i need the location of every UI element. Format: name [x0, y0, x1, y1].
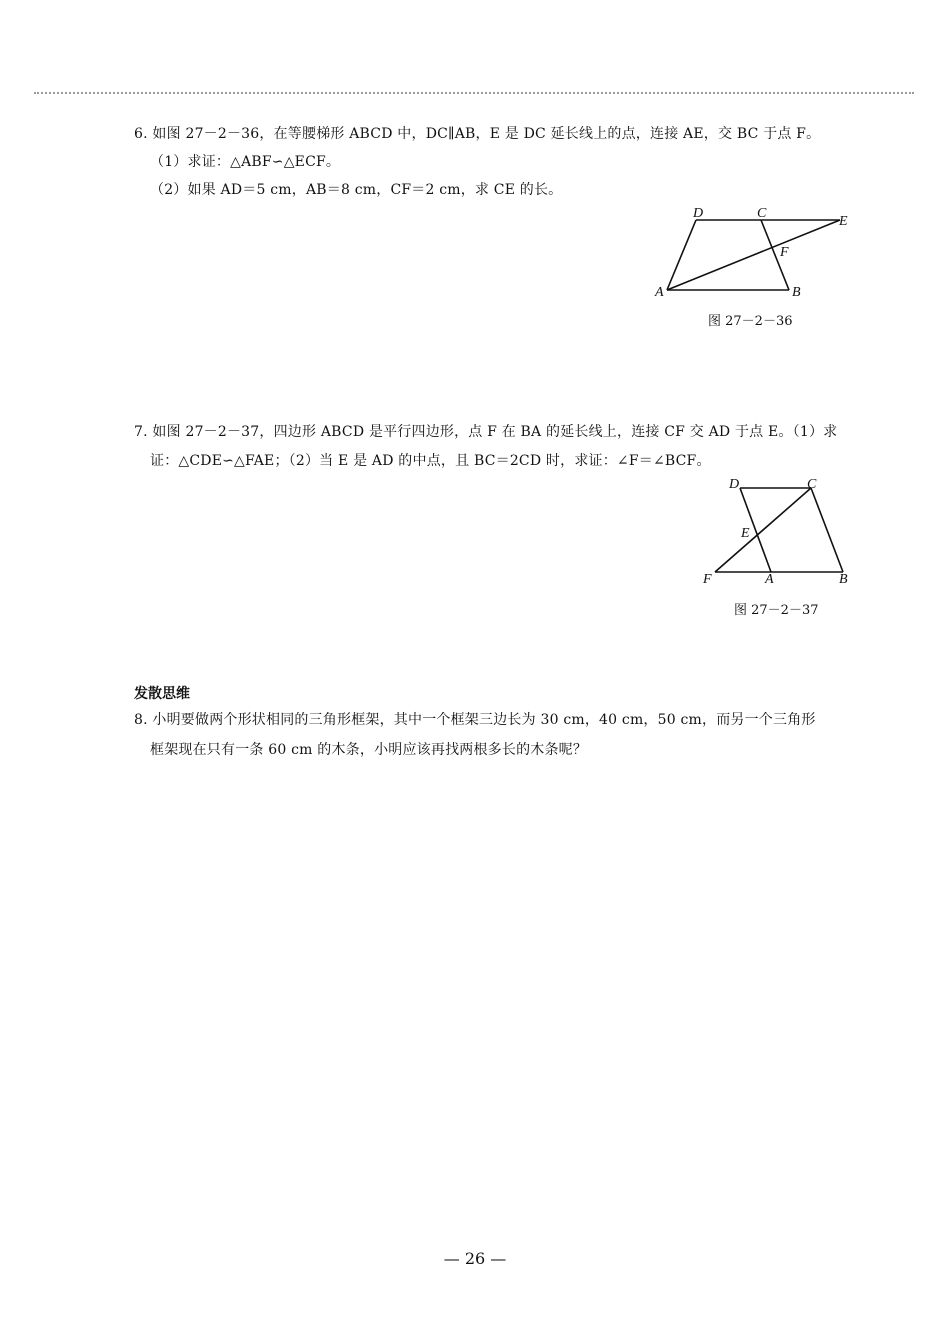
label-F: F: [780, 245, 789, 260]
figure-27-2-36-caption: 图 27－2－36: [708, 314, 793, 329]
label-F: F: [703, 572, 712, 587]
label-E: E: [741, 526, 750, 541]
figure-27-2-36: [650, 200, 860, 305]
problem-8-statement-cont: 框架现在只有一条 60 cm 的木条，小明应该再找两根多长的木条呢？: [150, 742, 588, 758]
label-E: E: [839, 214, 848, 229]
problem-6-part-2: （2）如果 AD＝5 cm，AB＝8 cm，CF＝2 cm，求 CE 的长。: [150, 182, 563, 198]
label-C: C: [807, 477, 817, 492]
problem-8-statement: 8. 小明要做两个形状相同的三角形框架，其中一个框架三边长为 30 cm，40 cm，50 cm，而另一个三角形: [134, 712, 816, 728]
problem-6-statement: 6. 如图 27－2－36，在等腰梯形 ABCD 中，DC∥AB，E 是 DC 延长线上的点，连接 AE，交 BC 于点 F。: [134, 126, 821, 142]
segment-CB: [811, 488, 843, 572]
label-D: D: [693, 206, 704, 221]
label-A: A: [765, 572, 774, 587]
figure-27-2-37-caption: 图 27－2－37: [734, 603, 819, 618]
problem-7-statement-cont: 证：△CDE∽△FAE；（2）当 E 是 AD 的中点，且 BC＝2CD 时，求证：∠F＝∠BCF。: [150, 453, 711, 469]
section-title: 发散思维: [134, 686, 190, 702]
label-B: B: [792, 285, 801, 300]
figure-27-2-37: [698, 474, 858, 589]
problem-7-statement: 7. 如图 27－2－37，四边形 ABCD 是平行四边形，点 F 在 BA 的延长线上，连接 CF 交 AD 于点 E。（1）求: [134, 424, 838, 440]
top-dotted-rule: [34, 92, 914, 94]
label-A: A: [655, 285, 664, 300]
segment-AE: [667, 220, 840, 290]
label-B: B: [839, 572, 848, 587]
page-number: — 26 —: [443, 1249, 507, 1268]
label-C: C: [757, 206, 767, 221]
label-D: D: [729, 477, 740, 492]
segment-FC: [715, 488, 811, 572]
problem-6-part-1: （1）求证：△ABF∽△ECF。: [150, 154, 341, 170]
